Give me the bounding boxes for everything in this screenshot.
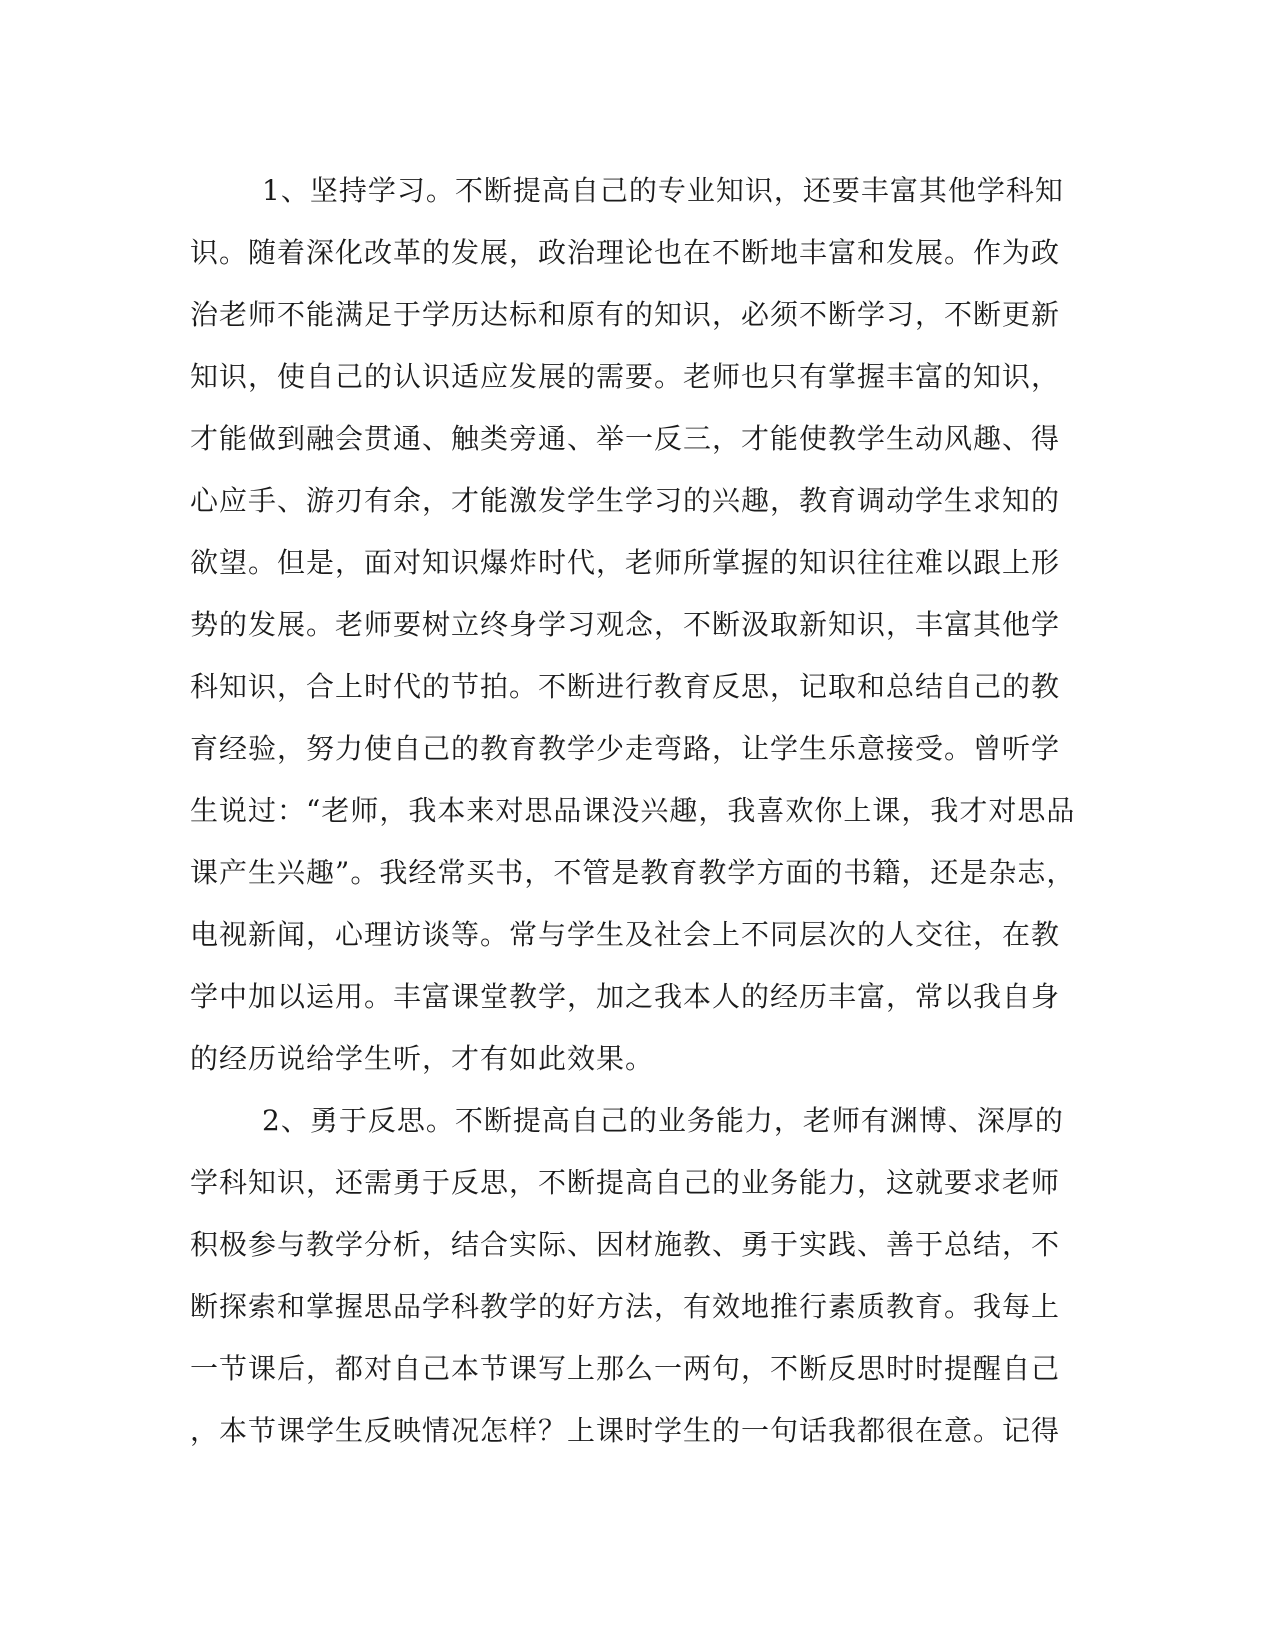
paragraph-1-line: 学中加以运用。丰富课堂教学，加之我本人的经历丰富，常以我自身 (190, 980, 1061, 1013)
paragraph-2-line: 积极参与教学分析，结合实际、因材施教、勇于实践、善于总结，不 (190, 1228, 1061, 1261)
paragraph-2-line: 学科知识，还需勇于反思，不断提高自己的业务能力，这就要求老师 (190, 1166, 1061, 1199)
paragraph-1-line: 知识，使自己的认识适应发展的需要。老师也只有掌握丰富的知识， (190, 360, 1061, 393)
paragraph-1-line: 育经验，努力使自己的教育教学少走弯路，让学生乐意接受。曾听学 (190, 732, 1061, 765)
paragraph-2-line: 断探索和掌握思品学科教学的好方法，有效地推行素质教育。我每上 (190, 1290, 1061, 1323)
paragraph-1-line: 科知识，合上时代的节拍。不断进行教育反思，记取和总结自己的教 (190, 670, 1061, 703)
paragraph-1-line: 生说过：“老师，我本来对思品课没兴趣，我喜欢你上课，我才对思品 (190, 794, 1076, 827)
paragraph-2-line: 2、勇于反思。不断提高自己的业务能力，老师有渊博、深厚的 (262, 1104, 1064, 1137)
paragraph-1-line: 欲望。但是，面对知识爆炸时代，老师所掌握的知识往往难以跟上形 (190, 546, 1061, 579)
paragraph-1-line: 势的发展。老师要树立终身学习观念，不断汲取新知识，丰富其他学 (190, 608, 1061, 641)
paragraph-1-line: 课产生兴趣”。我经常买书，不管是教育教学方面的书籍，还是杂志， (190, 856, 1076, 889)
paragraph-1-line: 1、坚持学习。不断提高自己的专业知识，还要丰富其他学科知 (262, 174, 1064, 207)
paragraph-2-line: 一节课后，都对自己本节课写上那么一两句，不断反思时时提醒自己 (190, 1352, 1061, 1385)
document-body (190, 160, 1076, 1462)
paragraph-1-line: 心应手、游刃有余，才能激发学生学习的兴趣，教育调动学生求知的 (190, 484, 1061, 517)
paragraph-1-line: 的经历说给学生听，才有如此效果。 (190, 1042, 655, 1075)
paragraph-1-line: 识。随着深化改革的发展，政治理论也在不断地丰富和发展。作为政 (190, 236, 1061, 269)
paragraph-1-line: 治老师不能满足于学历达标和原有的知识，必须不断学习，不断更新 (190, 298, 1061, 331)
paragraph-1-line: 电视新闻，心理访谈等。常与学生及社会上不同层次的人交往，在教 (190, 918, 1061, 951)
paragraph-1-line: 才能做到融会贯通、触类旁通、举一反三，才能使教学生动风趣、得 (190, 422, 1061, 455)
paragraph-2-line: ，本节课学生反映情况怎样？上课时学生的一句话我都很在意。记得 (190, 1414, 1061, 1447)
